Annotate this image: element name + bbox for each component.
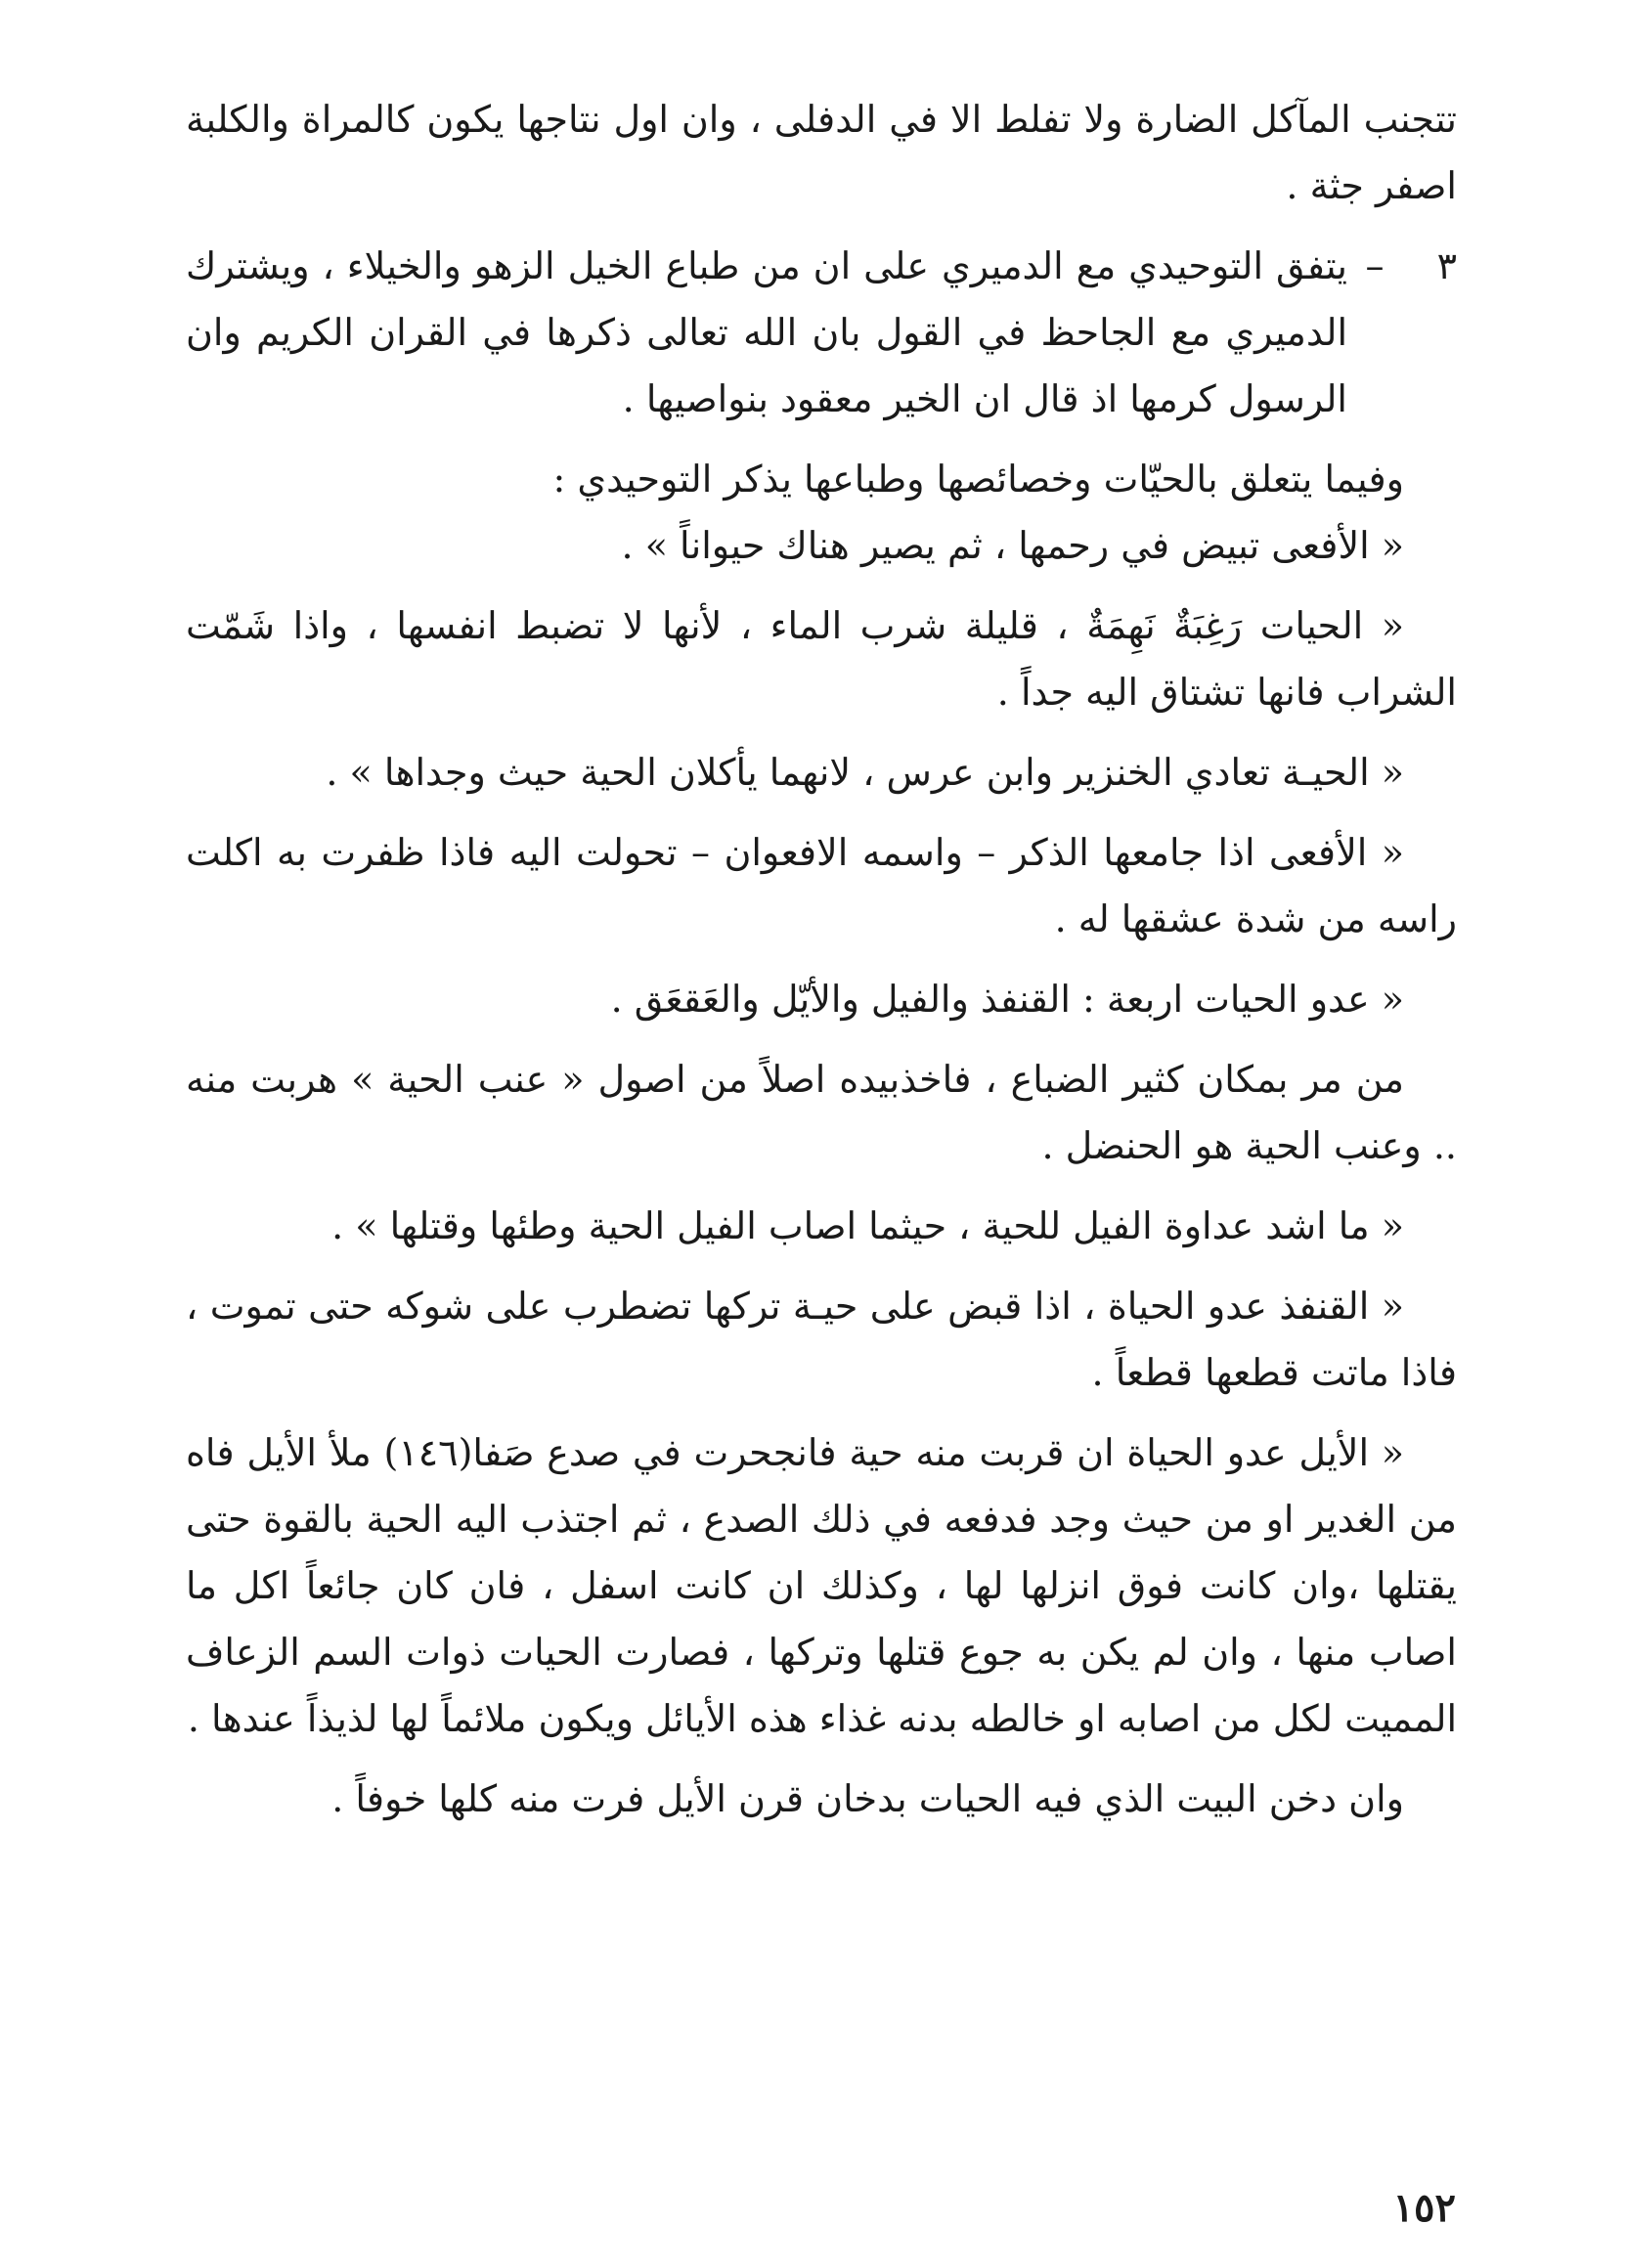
- quote-snake-enemies-pig-weasel: « الحيـة تعادي الخنزير وابن عرس ، لانهما يأكلان الحية حيث وجداها » .: [326, 751, 1404, 794]
- item-dash: –: [1365, 244, 1385, 287]
- paragraph-continuation: تتجنب المآكل الضارة ولا تفلط الا في الدفلى ، وان اول نتاجها يكون كالمراة والكلبة اصفر جثة .: [186, 98, 1457, 207]
- page-body: [186, 86, 1457, 2198]
- item-text: يتفق التوحيدي مع الدميري على ان من طباع الخيل الزهو والخيلاء ، ويشترك الدميري مع الجاحظ في القول بان الله تعالى ذكرها في القران الكريم وان الرسول كرمها اذ قال ان الخير معقود بنواصيها .: [186, 244, 1347, 420]
- paragraph-intro-snakes: وفيما يتعلق بالحيّات وخصائصها وطباعها يذكر التوحيدي :: [552, 458, 1404, 501]
- numbered-item-3: [186, 233, 1457, 432]
- quote-snakes-water: « الحيات رَغِبَةٌ نَهِمَةٌ ، قليلة شرب الماء ، لأنها لا تضبط انفسها ، واذا شَمّت الشراب فانها تشتاق اليه جداً .: [186, 604, 1457, 714]
- quote-stag: « الأيل عدو الحياة ان قربت منه حية فانجحرت في صدع صَفا(١٤٦) ملأ الأيل فاه من الغدير او من حيث وجد فدفعه في ذلك الصدع ، ثم اجتذب اليه الحية بالقوة حتى يقتلها ،وان كانت فوق انزلها لها ، وكذلك ان كانت اسفل ، فان كان جائعاً اكل ما اصاب منها ، وان لم يكن به جوع قتلها وتركها ، فصارت الحيات ذوات السم الزعاف المميت لكل من اصابه او خالطه بدنه غذاء هذه الأيائل ويكون ملائماً لها لذيذاً عندها .: [186, 1431, 1457, 1740]
- quote-hedgehog: « القنفذ عدو الحياة ، اذا قبض على حيـة تركها تضطرب على شوكه حتى تموت ، فاذا ماتت قطعها قطعاً .: [186, 1285, 1457, 1394]
- quote-four-enemies: « عدو الحيات اربعة : القنفذ والفيل والأيّل والعَقعَق .: [610, 978, 1404, 1021]
- paragraph-hyena-plant: من مر بمكان كثير الضباع ، فاخذبيده اصلاً من اصول « عنب الحية » هربت منه .. وعنب الحية هو الحنضل .: [186, 1058, 1457, 1167]
- item-number: ٣: [1436, 244, 1457, 287]
- quote-viper-mating: « الأفعى اذا جامعها الذكر – واسمه الافعوان – تحولت اليه فاذا ظفرت به اكلت راسه من شدة عشقها له .: [186, 831, 1457, 940]
- quote-viper-eggs: « الأفعى تبيض في رحمها ، ثم يصير هناك حيواناً » .: [621, 524, 1404, 567]
- page-number: ١٥٢: [1392, 2185, 1456, 2231]
- quote-elephant: « ما اشد عداوة الفيل للحية ، حيثما اصاب الفيل الحية وطئها وقتلها » .: [331, 1204, 1404, 1247]
- paragraph-stag-horn-smoke: وان دخن البيت الذي فيه الحيات بدخان قرن الأيل فرت منه كلها خوفاً .: [331, 1777, 1404, 1820]
